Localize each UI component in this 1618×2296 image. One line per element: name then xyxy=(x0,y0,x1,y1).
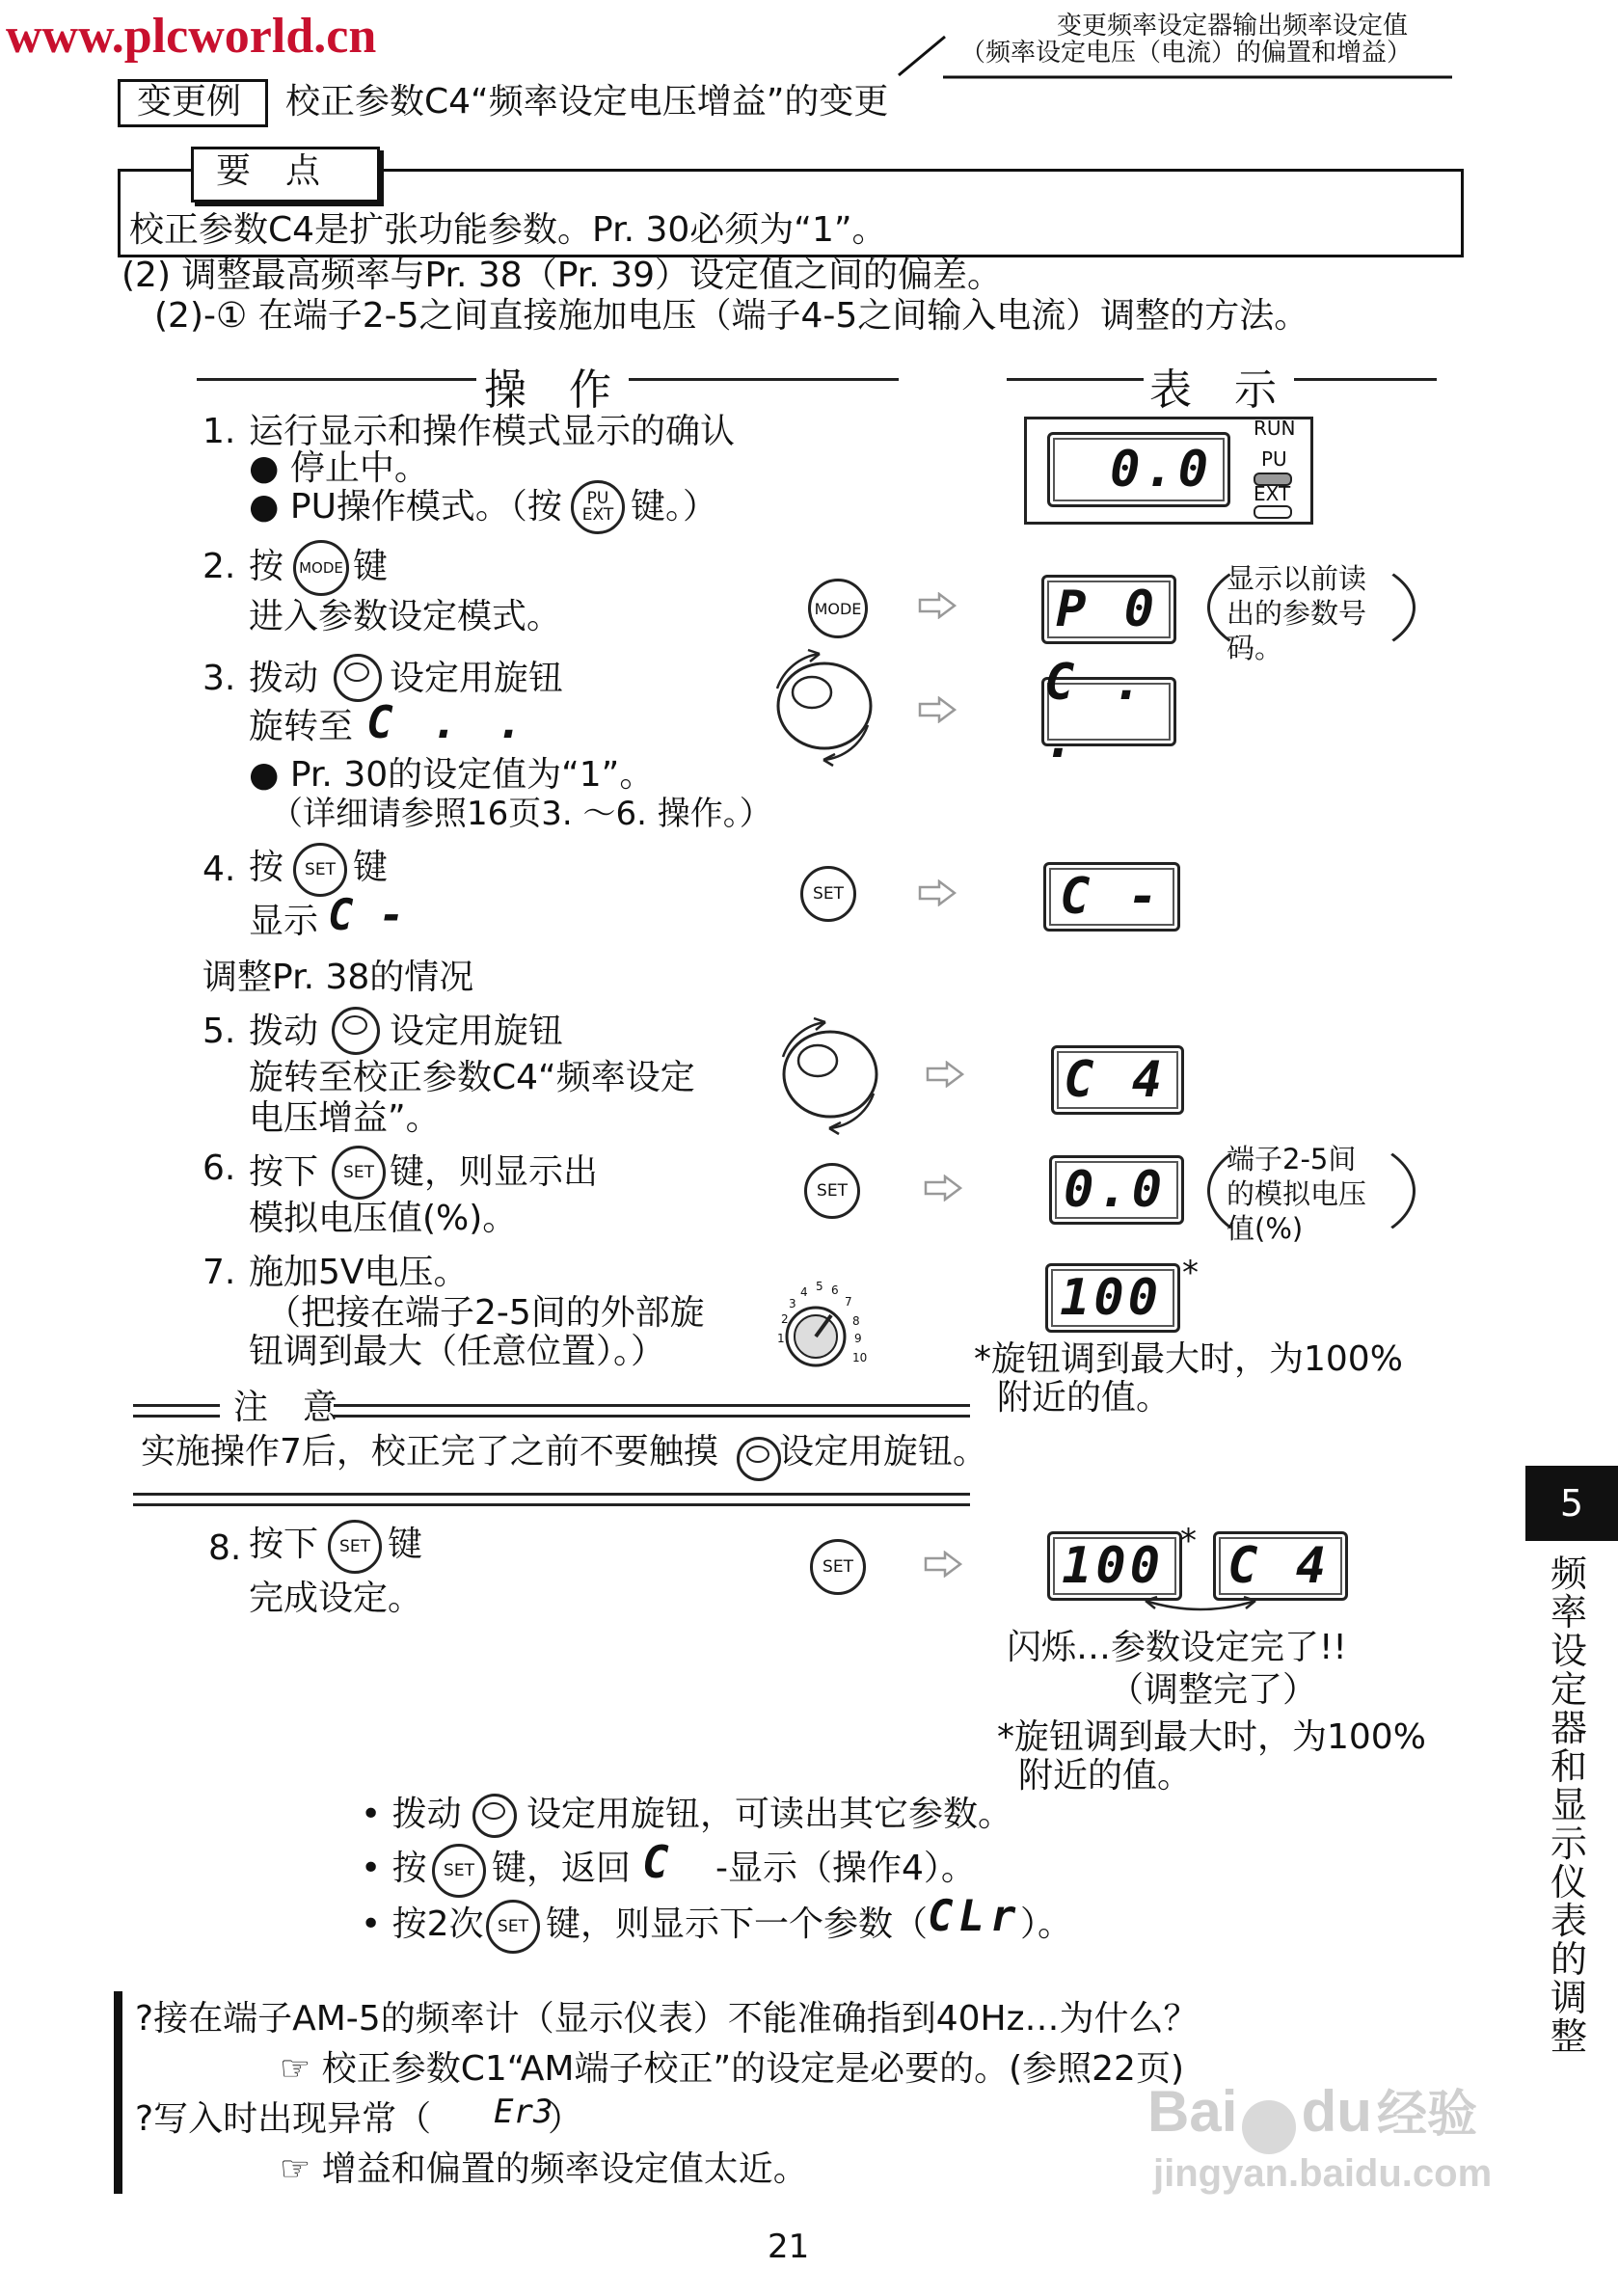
lcd-display-5: C 4 xyxy=(1051,1045,1184,1115)
bullet-2b: 键，返回 xyxy=(492,1849,632,1888)
col-rule xyxy=(1007,378,1144,381)
step-8-b: 键 xyxy=(388,1525,423,1564)
caution-label: 注 意 xyxy=(233,1388,338,1427)
step-4-line2: 显示 xyxy=(249,902,319,941)
step-3-line4: （详细请参照16页3. ～6. 操作。） xyxy=(270,795,772,833)
step-5-a: 拨动 xyxy=(249,1012,319,1051)
caution-rule xyxy=(133,1404,220,1418)
step-3-line2: 旋转至 xyxy=(249,707,354,746)
set-key-icon[interactable]: SET xyxy=(328,1520,382,1574)
step-8-num: 8. xyxy=(208,1528,242,1568)
bullet-1a: • 拨动 xyxy=(361,1795,462,1834)
adjust-note: 调整Pr. 38的情况 xyxy=(202,958,474,997)
step-1-bullet1: ● 停止中。 xyxy=(249,448,429,488)
header-line1: 变更频率设定器输出频率设定值 xyxy=(1057,12,1409,41)
ext-key-label: EXT xyxy=(581,505,614,525)
lcd-display-6: 0.0 xyxy=(1049,1155,1184,1225)
lcd-display-7: 100 xyxy=(1045,1263,1180,1333)
set-key-icon[interactable]: SET xyxy=(486,1900,540,1954)
step-4-a: 按 xyxy=(249,848,284,887)
faq-q1: ?接在端子AM-5的频率计（显示仪表）不能准确指到40Hz…为什么？ xyxy=(135,1999,1199,2039)
step-5-b: 设定用旋钮 xyxy=(390,1012,564,1051)
step-6-num: 6. xyxy=(202,1148,236,1188)
keypoint-label: 要 点 xyxy=(216,151,321,191)
col-operation: 操 作 xyxy=(484,365,611,415)
step-1-title: 运行显示和操作模式显示的确认 xyxy=(249,412,736,451)
right-arrow-icon xyxy=(924,1175,962,1202)
dial-mark: 3 xyxy=(789,1297,796,1310)
caution-text-b: 设定用旋钮。 xyxy=(779,1432,988,1472)
faq-a1: ☞ 校正参数C1“AM端子校正”的设定是必要的。(参照22页) xyxy=(280,2049,1185,2089)
dial-mark: 7 xyxy=(845,1295,852,1309)
right-arrow-icon xyxy=(918,696,957,723)
set-key-icon[interactable]: SET xyxy=(804,1163,860,1219)
col-rule xyxy=(629,378,899,381)
caution-rule xyxy=(334,1404,970,1418)
set-key-icon[interactable]: SET xyxy=(810,1539,866,1595)
chapter-title: 频 率 设 定 器 和 显 示 仪 表 的 调 整 xyxy=(1551,1553,1588,2058)
knob-icon[interactable] xyxy=(472,1794,517,1838)
bullet-3a: • 按2次 xyxy=(361,1904,484,1944)
star-mark: * xyxy=(1180,1522,1197,1560)
step-1-bullet2b: 键。） xyxy=(631,487,718,527)
step-3-line3: ● Pr. 30的设定值为“1”。 xyxy=(249,755,655,795)
col-rule xyxy=(197,378,476,381)
note-2-line2: 出的参数号 xyxy=(1227,597,1367,630)
faq-bar xyxy=(114,1991,122,2194)
dial-mark: 4 xyxy=(800,1285,808,1299)
step-2-a: 按 xyxy=(249,547,284,586)
col-display: 表 示 xyxy=(1149,365,1277,415)
step-7-line1: 施加5V电压。 xyxy=(249,1253,469,1292)
step-6-b: 键，则显示出 xyxy=(390,1152,599,1192)
faq-q2a: ?写入时出现异常（ xyxy=(135,2099,432,2139)
dial-mark: 6 xyxy=(831,1283,839,1297)
note-2-line3: 码。 xyxy=(1227,632,1283,664)
inline-lcd-c: C xyxy=(642,1836,669,1888)
step-8-line2: 完成设定。 xyxy=(249,1579,423,1618)
step-2-num: 2. xyxy=(202,547,236,586)
paw-icon xyxy=(1242,2100,1296,2154)
bullet-1b: 设定用旋钮，可读出其它参数。 xyxy=(526,1795,1013,1834)
step-8-a: 按下 xyxy=(249,1525,319,1564)
bullet-2c: -显示（操作4）。 xyxy=(715,1849,976,1888)
right-arrow-icon xyxy=(918,879,957,906)
baidu-jingyan: 经验 xyxy=(1376,2086,1477,2144)
step-5-line3: 电压增益”。 xyxy=(249,1098,441,1138)
chapter-number: 5 xyxy=(1525,1466,1618,1541)
note-6-line2: 的模拟电压 xyxy=(1227,1177,1367,1210)
lcd-display-8b: C 4 xyxy=(1213,1531,1348,1601)
section-2-1: (2)-① 在端子2-5之间直接施加电压（端子4-5之间输入电流）调整的方法。 xyxy=(154,296,1309,336)
note-7-line1: *旋钮调到最大时，为100% xyxy=(974,1339,1403,1379)
dial-mark: 10 xyxy=(852,1351,868,1364)
baidu-url: jingyan.baidu.com xyxy=(1153,2152,1493,2195)
example-tag-label: 变更例 xyxy=(137,82,242,122)
page-number: 21 xyxy=(768,2228,810,2266)
rotate-knob-icon[interactable] xyxy=(762,646,887,771)
dial-mark: 9 xyxy=(854,1332,862,1345)
note-2-line1: 显示以前读 xyxy=(1227,562,1367,595)
lcd-display-3: C . . xyxy=(1041,677,1176,746)
example-title: 校正参数C4“频率设定电压增益”的变更 xyxy=(285,82,889,122)
baidu-watermark xyxy=(1147,2073,1477,2154)
rotate-knob-icon[interactable] xyxy=(768,1014,893,1140)
ext-led-icon xyxy=(1254,505,1292,519)
section-2: (2) 调整最高频率与Pr. 38（Pr. 39）设定值之间的偏差。 xyxy=(121,256,1002,295)
mode-key-icon[interactable]: MODE xyxy=(293,540,349,596)
baidu-bai: Bai xyxy=(1147,2079,1238,2144)
dial-mark: 5 xyxy=(816,1280,823,1293)
blink-line2: （调整完了） xyxy=(1109,1670,1318,1710)
external-dial-icon[interactable] xyxy=(768,1265,883,1381)
pu-indicator: PU xyxy=(1261,447,1287,471)
inline-lcd-clr: CLr xyxy=(928,1892,1022,1941)
faq-a2: ☞ 增益和偏置的频率设定值太近。 xyxy=(280,2149,808,2189)
step-5-line2: 旋转至校正参数C4“频率设定 xyxy=(249,1058,695,1097)
inline-lcd-er3: Er3 xyxy=(494,2093,553,2131)
bullet-3b: 键，则显示下一个参数（ xyxy=(546,1904,929,1944)
lcd-display-2: P 0 xyxy=(1041,575,1176,644)
right-arrow-icon xyxy=(924,1551,962,1578)
knob-icon[interactable] xyxy=(332,1007,380,1055)
note-8-line2: 附近的值。 xyxy=(1018,1756,1193,1796)
set-key-icon[interactable]: SET xyxy=(332,1146,386,1200)
watermark-site[interactable]: www.plcworld.cn xyxy=(6,9,377,64)
inline-lcd-c-dash: C - xyxy=(328,891,405,940)
alternate-arrow-icon xyxy=(1138,1591,1263,1620)
dial-mark: 8 xyxy=(852,1314,860,1328)
knob-icon[interactable] xyxy=(737,1437,781,1481)
step-4-num: 4. xyxy=(202,850,236,889)
step-3-a: 拨动 xyxy=(249,659,319,698)
step-3-b: 设定用旋钮 xyxy=(390,659,564,698)
ext-indicator: EXT xyxy=(1254,482,1291,505)
pu-key-label: PU xyxy=(586,489,609,508)
note-6-line3: 值(%) xyxy=(1227,1212,1304,1245)
star-mark: * xyxy=(1182,1254,1199,1292)
header-rule xyxy=(897,21,1456,79)
knob-icon[interactable] xyxy=(334,654,382,702)
note-6-line1: 端子2-5间 xyxy=(1227,1143,1357,1175)
step-6-a: 按下 xyxy=(249,1152,319,1192)
col-rule xyxy=(1294,378,1437,381)
step-4-b: 键 xyxy=(353,848,389,887)
header-line2: （频率设定电压（电流）的偏置和增益） xyxy=(960,39,1413,68)
keypoint-text: 校正参数C4是扩张功能参数。Pr. 30必须为“1”。 xyxy=(129,210,887,250)
set-key-icon[interactable]: SET xyxy=(432,1844,486,1898)
lcd-display-4: C - xyxy=(1043,862,1180,932)
inline-lcd-c-dots: C . . xyxy=(366,696,529,748)
set-key-icon[interactable]: SET xyxy=(800,866,856,922)
right-arrow-icon xyxy=(918,592,957,619)
step-7-line3: 钮调到最大（任意位置）。） xyxy=(249,1332,666,1371)
step-2-line2: 进入参数设定模式。 xyxy=(249,597,562,636)
step-7-num: 7. xyxy=(202,1253,236,1292)
step-2-b: 键 xyxy=(353,547,389,586)
faq-q2b: ） xyxy=(548,2099,583,2139)
note-7-line2: 附近的值。 xyxy=(997,1378,1172,1418)
mode-key-icon[interactable]: MODE xyxy=(808,579,868,638)
step-5-num: 5. xyxy=(202,1012,236,1051)
caution-rule xyxy=(133,1493,970,1506)
lcd-display-1: 0.0 xyxy=(1047,432,1230,507)
note-8-line1: *旋钮调到最大时，为100% xyxy=(997,1717,1426,1757)
caution-text-a: 实施操作7后，校正完了之前不要触摸 xyxy=(141,1432,718,1472)
run-indicator: RUN xyxy=(1254,417,1296,440)
step-1-bullet2a: ● PU操作模式。（按 xyxy=(249,487,562,527)
step-1-num: 1. xyxy=(202,412,236,451)
dial-mark: 2 xyxy=(781,1312,789,1326)
step-7-line2: （把接在端子2-5间的外部旋 xyxy=(266,1293,705,1333)
right-arrow-icon xyxy=(926,1061,964,1088)
lcd-display-8a: 100 xyxy=(1047,1531,1182,1601)
step-6-line2: 模拟电压值(%)。 xyxy=(249,1199,518,1238)
dial-mark: 1 xyxy=(777,1332,785,1345)
pu-ext-key-icon[interactable] xyxy=(571,480,625,534)
set-key-icon[interactable]: SET xyxy=(293,843,347,897)
bullet-3c: ）。 xyxy=(1020,1904,1073,1944)
bullet-2a: • 按 xyxy=(361,1849,427,1888)
step-3-num: 3. xyxy=(202,659,236,698)
baidu-du: du xyxy=(1301,2079,1372,2144)
blink-line1: 闪烁…参数设定完了!! xyxy=(1007,1628,1347,1667)
